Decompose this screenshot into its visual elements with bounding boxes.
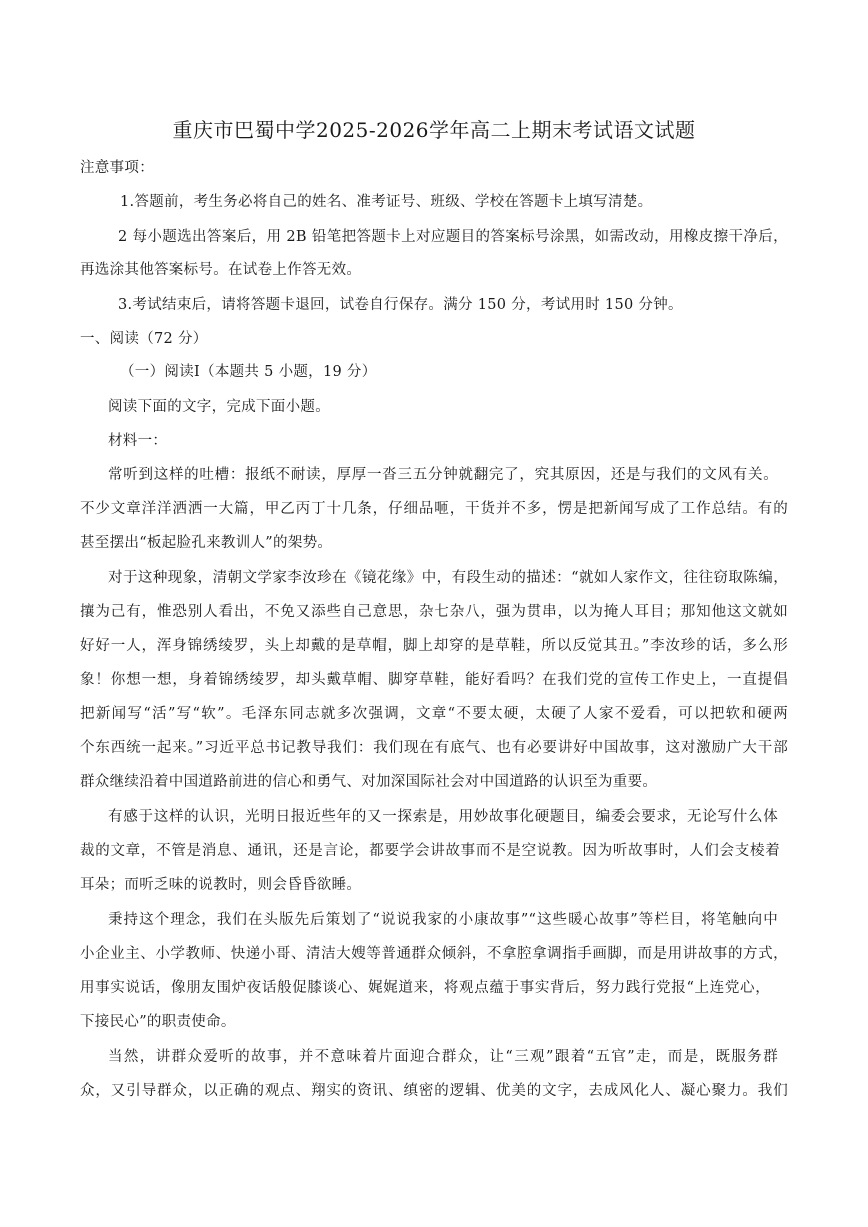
paragraph-line: 用事实说话，像朋友围炉夜话般促膝谈心、娓娓道来，将观点蕴于事实背后，努力践行党报“上连党心， bbox=[80, 980, 770, 996]
notice-heading: 注意事项： bbox=[80, 160, 154, 176]
paragraph-line: 不少文章洋洋洒洒一大篇，甲乙丙丁十几条，仔细品咂，干货并不多，愣是把新闻写成了工作总结。有的 bbox=[80, 501, 788, 517]
paragraph-line: 群众继续沿着中国道路前进的信心和勇气、对加深国际社会对中国道路的认识至为重要。 bbox=[80, 774, 658, 790]
paragraph-line: 常听到这样的吐槽：报纸不耐读，厚厚一沓三五分钟就翻完了，究其原因，还是与我们的文风有关。 bbox=[108, 467, 778, 483]
notice-item: 3.考试结束后，请将答题卡退回，试卷自行保存。满分 150 分，考试用时 150 分钟。 bbox=[118, 297, 683, 313]
instruction-text: 阅读下面的文字，完成下面小题。 bbox=[108, 399, 330, 415]
page-title: 重庆市巴蜀中学2025-2026学年高二上期末考试语文试题 bbox=[172, 118, 696, 142]
paragraph-line: 把新闻写“活”写“软”。毛泽东同志就多次强调，文章“不要太硬，太硬了人家不爱看，可以把软和硬两 bbox=[80, 706, 788, 722]
paragraph-line: 有感于这样的认识，光明日报近些年的又一探索是，用妙故事化硬题目，编委会要求，无论写什么体 bbox=[108, 809, 778, 825]
paragraph-line: 裁的文章，不管是消息、通讯，还是言论，都要学会讲故事而不是空说教。因为听故事时，人们会支棱着 bbox=[80, 843, 780, 859]
paragraph-line: 当然，讲群众爱听的故事，并不意味着片面迎合群众，让“三观”跟着“五官”走，而是，既服务群 bbox=[108, 1049, 778, 1065]
notice-item: 2 每小题选出答案后，用 2B 铅笔把答题卡上对应题目的答案标号涂黑，如需改动，用橡皮擦干净后， bbox=[118, 229, 788, 245]
notice-item: 1.答题前，考生务必将自己的姓名、准考证号、班级、学校在答题卡上填写清楚。 bbox=[120, 194, 653, 210]
paragraph-line: 甚至摆出“板起脸孔来教训人”的架势。 bbox=[80, 535, 333, 551]
paragraph-line: 好好一人，浑身锦绣绫罗，头上却戴的是草帽，脚上却穿的是草鞋，所以反觉其丑。”李汝珍的话，多么形 bbox=[80, 638, 788, 654]
paragraph-line: 个东西统一起来。”习近平总书记教导我们：我们现在有底气、也有必要讲好中国故事，这对激励广大干部 bbox=[80, 740, 788, 756]
paragraph-line: 攘为己有，惟恐别人看出，不免又添些自己意思，杂七杂八，强为贯串，以为掩人耳目；那知他这文就如 bbox=[80, 604, 788, 620]
paragraph-line: 众，又引导群众，以正确的观点、翔实的资讯、缜密的逻辑、优美的文字，去成风化人、凝心聚力。我们 bbox=[80, 1083, 788, 1099]
paragraph-line: 小企业主、小学教师、快递小哥、清洁大嫂等普通群众倾斜，不拿腔拿调指手画脚，而是用讲故事的方式， bbox=[80, 946, 788, 962]
material-label: 材料一： bbox=[108, 433, 168, 449]
paragraph-line: 对于这种现象，清朝文学家李汝珍在《镜花缘》中，有段生动的描述：“就如人家作文，往往窃取陈编， bbox=[108, 570, 788, 586]
subsection-heading: （一）阅读Ⅰ（本题共 5 小题，19 分） bbox=[120, 364, 377, 380]
notice-item: 再选涂其他答案标号。在试卷上作答无效。 bbox=[80, 262, 362, 278]
paragraph-line: 象！你想一想，身着锦绣绫罗，却头戴草帽、脚穿草鞋，能好看吗？在我们党的宣传工作史上，一直提倡 bbox=[80, 672, 788, 688]
section-heading: 一、阅读（72 分） bbox=[80, 331, 208, 347]
paragraph-line: 耳朵；而听乏味的说教时，则会昏昏欲睡。 bbox=[80, 877, 362, 893]
paragraph-line: 秉持这个理念，我们在头版先后策划了“说说我家的小康故事”“这些暖心故事”等栏目，将笔触向中 bbox=[108, 912, 778, 928]
paragraph-line: 下接民心”的职责使命。 bbox=[80, 1014, 236, 1030]
